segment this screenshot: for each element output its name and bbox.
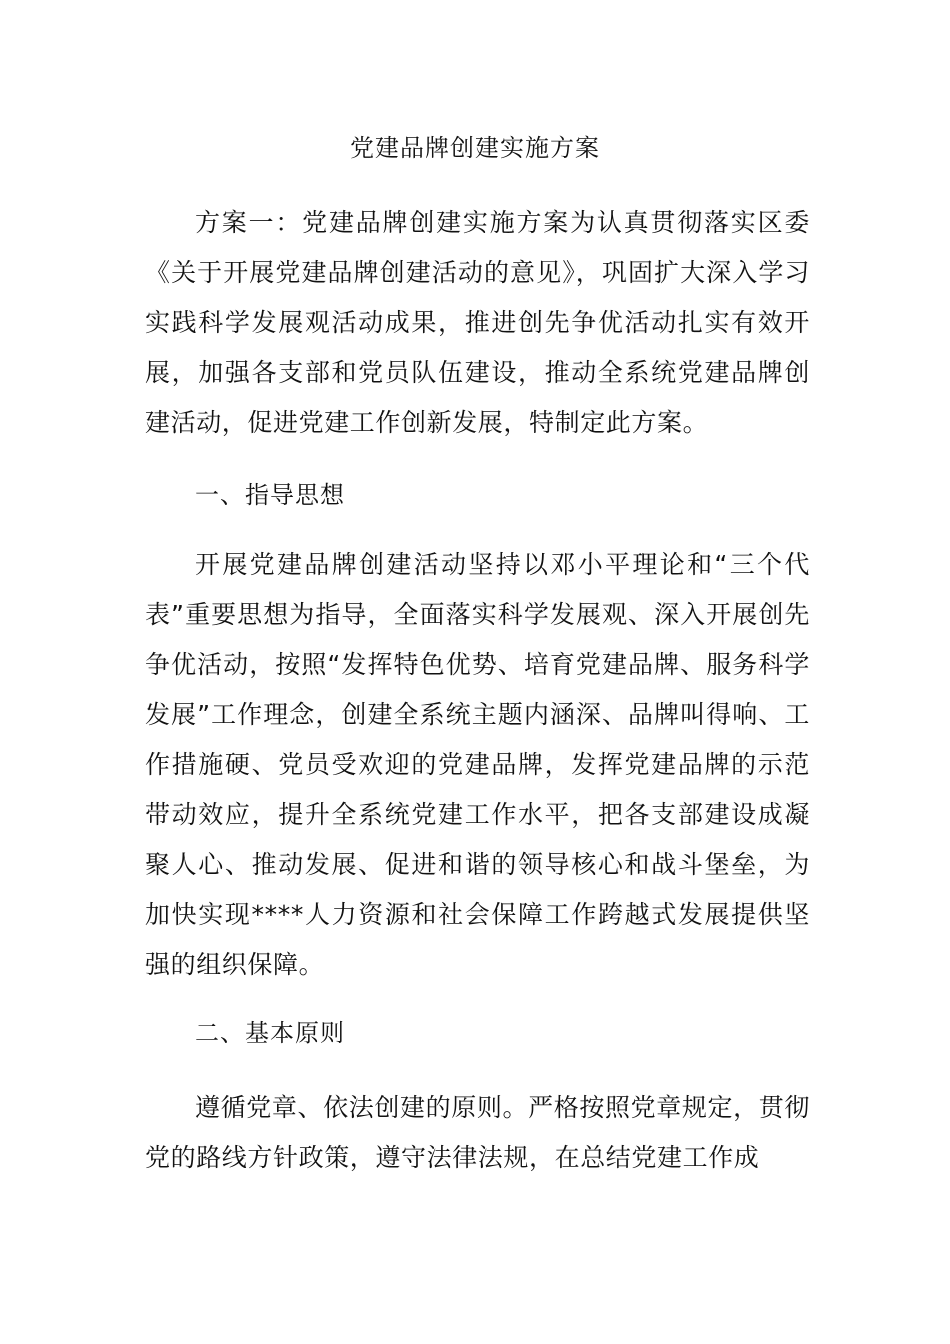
document-title: 党建品牌创建实施方案 xyxy=(350,134,600,162)
intro-paragraph: 方案一：党建品牌创建实施方案为认真贯彻落实区委《关于开展党建品牌创建活动的意见》，巩固扩大深入学习实践科学发展观活动成果，推进创先争优活动扎实有效开展，加强各支部和党员队伍建设，推动全系统党建品牌创建活动，促进党建工作创新发展，特制定此方案。 xyxy=(145,208,810,437)
guiding-thought-paragraph: 开展党建品牌创建活动坚持以邓小平理论和“三个代表”重要思想为指导，全面落实科学发展观、深入开展创先争优活动，按照“发挥特色优势、培育党建品牌、服务科学发展”工作理念，创建全系统主题内涵深、品牌叫得响、工作措施硬、党员受欢迎的党建品牌，发挥党建品牌的示范带动效应，提升全系统党建工作水平，把各支部建设成凝聚人心、推动发展、促进和谐的领导核心和战斗堡垒，为加快实现****人力资源和社会保障工作跨越式发展提供坚强的组织保障。 xyxy=(145,550,810,979)
basic-principles-paragraph: 遵循党章、依法创建的原则。严格按照党章规定，贯彻党的路线方针政策，遵守法律法规，在总结党建工作成 xyxy=(145,1093,810,1172)
section-heading-guiding-thought: 一、指导思想 xyxy=(195,481,345,509)
section-heading-basic-principles: 二、基本原则 xyxy=(195,1019,345,1047)
